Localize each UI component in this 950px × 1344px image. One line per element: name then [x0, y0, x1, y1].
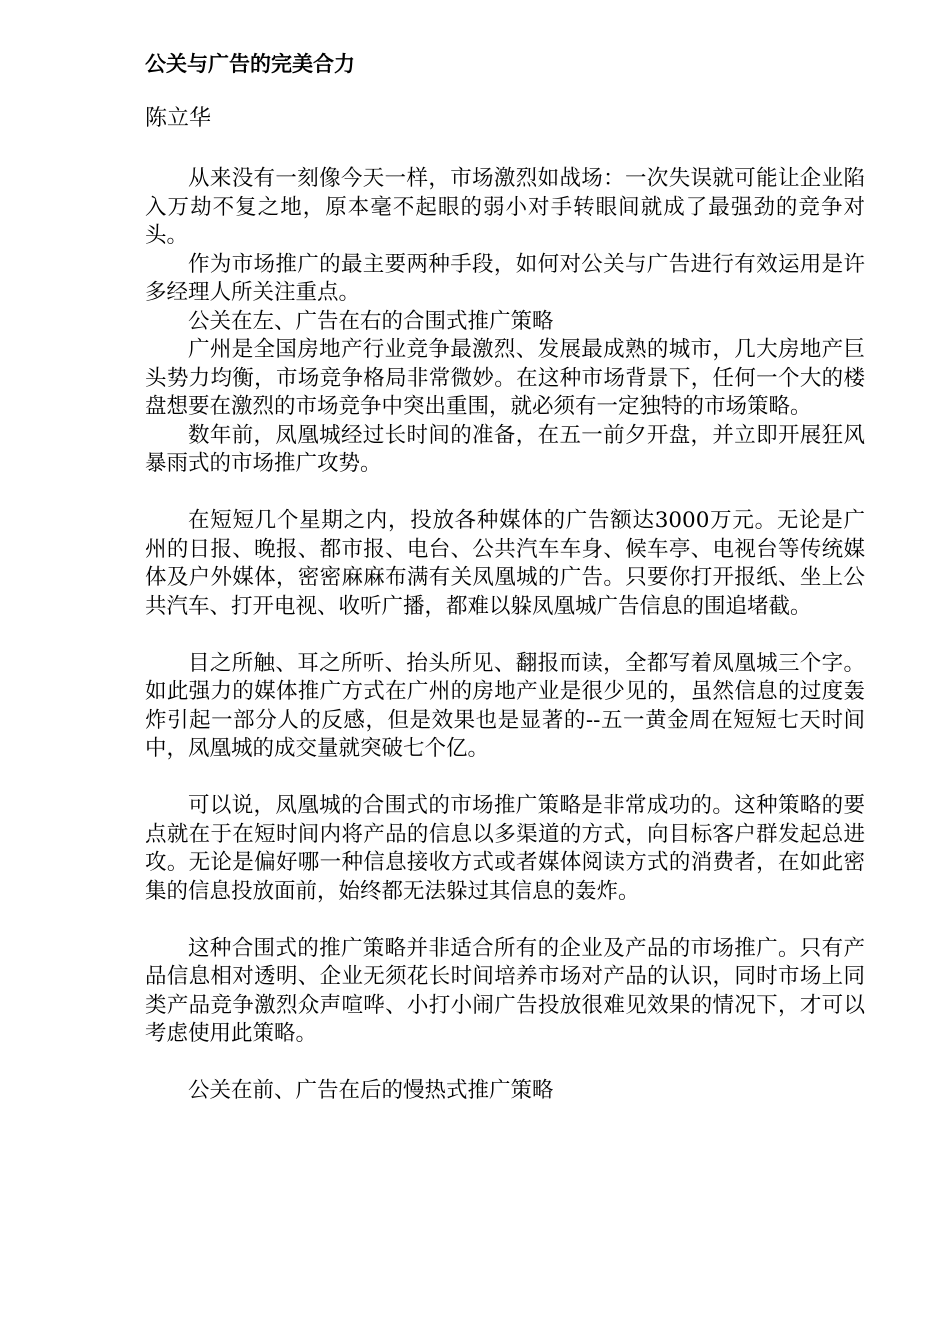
paragraph: 广州是全国房地产行业竞争最激烈、发展最成熟的城市，几大房地产巨头势力均衡，市场竞争格局非常微妙。在这种市场背景下，任何一个大的楼盘想要在激烈的市场竞争中突出重围，就必须有一定独特的市场策略。	[145, 337, 865, 419]
section-heading: 公关在左、广告在右的合围式推广策略	[188, 308, 554, 334]
document-body	[145, 165, 865, 1106]
author-name: 陈立华	[145, 106, 212, 131]
paragraph: 作为市场推广的最主要两种手段，如何对公关与广告进行有效运用是许多经理人所关注重点。	[145, 251, 865, 305]
document-page	[145, 50, 865, 1106]
paragraph: 在短短几个星期之内，投放各种媒体的广告额达3000万元。无论是广州的日报、晚报、都市报、电台、公共汽车车身、候车亭、电视台等传统媒体及户外媒体，密密麻麻布满有关凤凰城的广告。只要你打开报纸、坐上公共汽车、打开电视、收听广播，都难以躲凤凰城广告信息的围追堵截。	[145, 508, 865, 619]
paragraph: 数年前，凤凰城经过长时间的准备，在五一前夕开盘，并立即开展狂风暴雨式的市场推广攻势。	[145, 422, 865, 476]
paragraph: 目之所触、耳之所听、抬头所见、翻报而读，全都写着凤凰城三个字。如此强力的媒体推广方式在广州的房地产业是很少见的，虽然信息的过度轰炸引起一部分人的反感，但是效果也是显著的--五一黄金周在短短七天时间中，凤凰城的成交量就突破七个亿。	[145, 650, 865, 761]
paragraph: 可以说，凤凰城的合围式的市场推广策略是非常成功的。这种策略的要点就在于在短时间内将产品的信息以多渠道的方式，向目标客户群发起总进攻。无论是偏好哪一种信息接收方式或者媒体阅读方式的消费者，在如此密集的信息投放面前，始终都无法躲过其信息的轰炸。	[145, 793, 865, 904]
paragraph: 这种合围式的推广策略并非适合所有的企业及产品的市场推广。只有产品信息相对透明、企业无须花长时间培养市场对产品的认识，同时市场上同类产品竞争激烈众声喧哗、小打小闹广告投放很难见效果的情况下，才可以考虑使用此策略。	[145, 935, 865, 1046]
section-heading: 公关在前、广告在后的慢热式推广策略	[188, 1078, 554, 1103]
paragraph: 从来没有一刻像今天一样，市场激烈如战场：一次失误就可能让企业陷入万劫不复之地，原本毫不起眼的弱小对手转眼间就成了最强劲的竞争对头。	[145, 166, 865, 248]
document-title: 公关与广告的完美合力	[145, 52, 355, 76]
